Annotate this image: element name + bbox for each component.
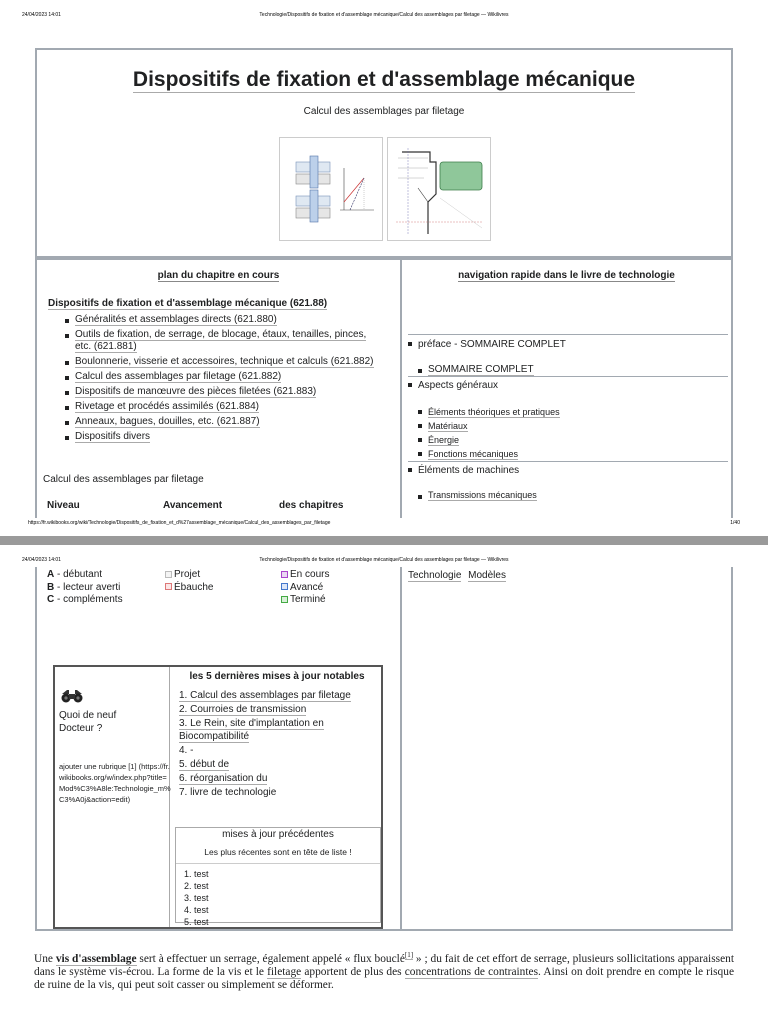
ebauche-icon [165,583,172,590]
filetage-link[interactable]: filetage [267,965,302,978]
thread-profile-image[interactable] [387,137,491,241]
bullet-icon [408,342,412,346]
news-box [53,665,383,929]
plan-item-link[interactable]: Dispositifs de manœuvre des pièces filetées (621.883) [75,386,317,397]
previous-item: 5. test [184,917,209,927]
nav-aspects-link[interactable]: Matériaux [428,421,468,431]
bolt-diagram-svg [280,138,382,240]
bullet-icon [408,468,412,472]
col-chapitres: des chapitres [279,500,344,511]
update-item: 5. début de [179,759,230,770]
print-title: Technologie/Dispositifs de fixation et d'assemblage mécanique/Calcul des assemblages par filetage — Wikilivres [259,12,509,18]
banner-title: Dispositifs de fixation et d'assemblage mécanique [132,68,636,91]
news-updates [179,689,379,799]
plan-item [63,314,385,326]
update-item: 1. Calcul des assemblages par filetage [179,690,351,701]
nav-elements-link[interactable]: Transmissions mécaniques [428,490,537,500]
technologie-link[interactable]: Technologie [408,570,462,581]
projet-icon [165,571,172,578]
nav-elements-list [416,490,537,500]
progress-list-2 [281,569,329,607]
plan-panel-continued [35,567,401,931]
plan-item-link[interactable]: Généralités et assemblages directs (621.880) [75,314,277,325]
update-item: 3. Le Rein, site d'implantation en Biocompatibilité [179,718,324,742]
previous-item: 3. test [184,893,209,903]
progress-avance: Avancé [290,581,324,593]
print-footer [28,520,740,526]
nav-aspects: Aspects généraux [418,380,499,391]
progress-ebauche: Ébauche [174,581,214,593]
plan-item [63,401,385,413]
add-rubrique-link[interactable]: ajouter une rubrique [1] (https://fr.wikibooks.org/w/index.php?title=Mod%C3%A8le:Technologie_m%C3%A0j&action=edit) [59,762,171,804]
previous-item: 1. test [184,869,209,879]
print-page-number: 1/40 [730,520,740,526]
level-b: B - lecteur averti [47,581,121,593]
concentrations-link[interactable]: concentrations de contraintes [404,965,539,978]
plan-item-link[interactable]: Calcul des assemblages par filetage (621.882) [75,371,282,382]
ref-link[interactable]: [1] [404,951,414,959]
nav-aspects-list [416,405,560,461]
progress-en-cours: En cours [290,569,330,580]
level-c: C - compléments [47,594,123,605]
plan-current: Calcul des assemblages par filetage [43,474,204,485]
previous-item: 4. test [184,905,209,915]
update-item: 4. - [179,745,194,756]
avance-icon [281,583,288,590]
thread-profile-svg [388,138,490,240]
nav-sommaire-list [416,364,534,375]
nav-panel-continued [401,567,733,931]
nav-aspects-link[interactable]: Fonctions mécaniques [428,449,519,459]
previous-heading: mises à jour précédentes [222,829,334,840]
print-date: 24/04/2023 14:01 [22,12,61,18]
nav-aspects-link[interactable]: Éléments théoriques et pratiques [428,407,560,417]
plan-item-link[interactable]: Rivetage et procédés assimilés (621.884) [75,401,259,412]
col-niveau: Niveau [47,500,80,511]
nav-aspects-row [408,376,728,391]
news-heading: les 5 dernières mises à jour notables [189,671,365,682]
nav-elements-row [408,461,728,476]
plan-chapter-link[interactable]: Dispositifs de fixation et d'assemblage mécanique (621.88) [48,298,328,309]
previous-box [175,827,381,927]
vis-assemblage-link[interactable]: vis d'assemblage [55,952,137,965]
nav-item [416,447,560,461]
bullet-icon [408,383,412,387]
levels-list [47,569,123,607]
update-item: 2. Courroies de transmission [179,704,307,715]
progress-list-1 [165,569,213,594]
nav-item [416,419,560,433]
level-a: A - débutant [47,569,103,580]
plan-item [63,431,385,443]
print-date: 24/04/2023 14:01 [22,557,61,563]
termine-icon [281,596,288,603]
nav-aspects-link[interactable]: Énergie [428,435,460,445]
modeles-link[interactable]: Modèles [468,570,506,581]
plan-item-link[interactable]: Outils de fixation, de serrage, de blocage, étaux, tenailles, pinces, etc. (621.881) [75,329,367,352]
nav-preface-row [408,334,728,350]
nav-panel [401,258,733,518]
nav-preface[interactable]: préface - SOMMAIRE COMPLET [418,339,566,350]
update-item: 6. réorganisation du [179,773,268,784]
banner-subtitle: Calcul des assemblages par filetage [303,106,465,117]
update-item: 7. livre de technologie [179,787,277,798]
print-title: Technologie/Dispositifs de fixation et d'assemblage mécanique/Calcul des assemblages par filetage — Wikilivres [259,557,509,563]
binoculars-icon [59,689,85,703]
plan-item [63,416,385,428]
plan-item [63,371,385,383]
print-page-2 [0,545,768,1024]
plan-panel [35,258,401,518]
plan-item [63,356,385,368]
nav-item [416,405,560,419]
nav-sommaire-link[interactable]: SOMMAIRE COMPLET [428,364,534,375]
previous-list [184,868,209,928]
col-avancement: Avancement [163,500,223,511]
banner-box [35,48,733,258]
previous-item: 2. test [184,881,209,891]
nav-item [416,364,534,375]
progress-projet: Projet [174,569,201,580]
nav-item [416,490,537,500]
quoi-de-neuf: Quoi de neuf Docteur ? [59,710,117,734]
previous-note: Les plus récentes sont en tête de liste ! [204,847,352,857]
plan-item [63,386,385,398]
plan-heading: plan du chapitre en cours [157,270,280,281]
news-left-cell [55,667,170,927]
print-url: https://fr.wikibooks.org/wiki/Technologie/Dispositifs_de_fixation_et_d%27assemblage_mécanique/Calcul_des_assemblages_par_filetage [28,520,331,526]
plan-list [63,314,385,443]
nav-item [416,433,560,447]
progress-termine: Terminé [290,594,326,605]
nav-heading: navigation rapide dans le livre de technologie [458,270,675,281]
bolt-diagram-image[interactable] [279,137,383,241]
plan-item-link[interactable]: Dispositifs divers [75,431,151,442]
en-cours-icon [281,571,288,578]
plan-item-link[interactable]: Boulonnerie, visserie et accessoires, technique et calculs (621.882) [75,356,374,367]
nav-links [408,570,506,581]
plan-item-link[interactable]: Anneaux, bagues, douilles, etc. (621.887) [75,416,260,427]
plan-item [63,329,385,353]
intro-paragraph: Une vis d'assemblage sert à effectuer un serrage, également appelé « flux bouclé[1] » ; du fait de cet effort de serrage, plusieurs sollicitations apparaissent dans le système vis-écrou. La forme de la vis et le filetage apportent de plus des concentrations de contraintes. Ainsi on doit prendre en compte le risque de ruine de la vis, qui peut soit casser ou simplement se déformer. [34,951,734,991]
nav-elements: Éléments de machines [418,465,520,476]
